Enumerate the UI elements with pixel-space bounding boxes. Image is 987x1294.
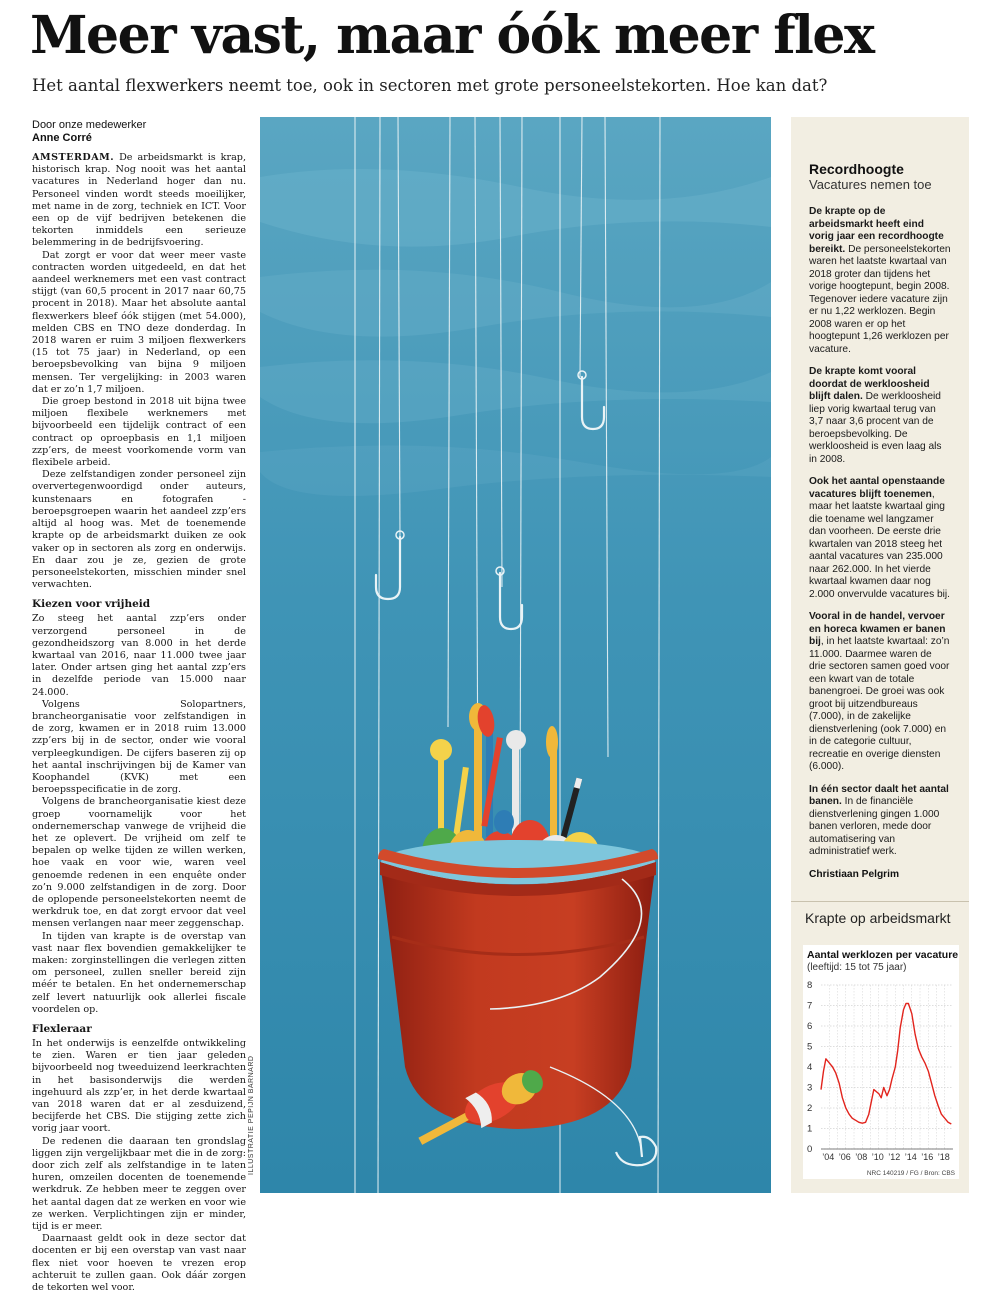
sidebar-body: De werkloosheid liep vorig kwartaal terug van 3,7 naar 3,6 procent van de beroepsbevolking. De werkloosheid is even laag als in 2008. (809, 391, 942, 465)
sidebar-body: De personeelstekorten waren het laatste kwartaal van 2018 groter dan tijdens het vorige hoogtepunt, begin 2008. Tegenover iedere vacature zijn er nu 1,22 werklozen. Begin 2008 waren er op het hoogtepunt 1,26 werklozen per vacature. (809, 243, 951, 355)
chart-x-tick-label: ’06 (838, 1152, 851, 1162)
article-subheading: Flexleraar (32, 1023, 92, 1036)
article-paragraph (32, 152, 246, 250)
chart-title: Aantal werklozen per vacature (807, 949, 959, 961)
sidebar-paragraph (809, 366, 951, 466)
chart-x-tick-label: ’08 (855, 1152, 868, 1162)
subheadline: Het aantal flexwerkers neemt toe, ook in sectoren met grote personeelstekorten. Hoe kan dat? (32, 76, 828, 95)
chart-x-tick-label: ’16 (921, 1152, 934, 1162)
illustration-credit: ILLUSTRATIE PEPIJN BARNARD (248, 1055, 255, 1175)
chart-subtitle: (leeftijd: 15 tot 75 jaar) (807, 962, 907, 973)
byline-label: Door onze medewerker (32, 119, 147, 131)
dateline: AMSTERDAM. (32, 152, 115, 163)
chart-source: NRC 140219 / FG / Bron: CBS (866, 1170, 955, 1177)
sidebar-content (809, 161, 951, 880)
chart-y-tick-label: 1 (807, 1123, 813, 1135)
bucket-illustration (260, 117, 771, 1193)
article-body (32, 152, 246, 1294)
sidebar-bold-lead: Ook het aantal openstaande vacatures blijft toenemen (809, 476, 945, 500)
illustration-art (260, 117, 771, 1193)
sidebar-divider (791, 901, 969, 902)
chart-section-title: Krapte op arbeidsmarkt (805, 910, 951, 926)
chart-y-tick-label: 3 (807, 1082, 813, 1094)
article-paragraph: In het onderwijs is eenzelfde ontwikkeling te zien. Waren er tien jaar geleden bijvoorbeeld nog tweeduizend leerkrachten in het basisonderwijs die werden ingehuurd als zzp’er, in het derde kwartaal van 2018 waren dat er al zesduizend, becijferde het CBS. Die stijging zette zich vorig jaar voort. (32, 1038, 246, 1135)
sidebar (791, 117, 969, 1193)
chart-plot (803, 977, 959, 1165)
chart-y-tick-label: 4 (807, 1062, 813, 1073)
article-paragraph: Deze zelfstandigen zonder personeel zijn oververtegenwoordigd onder auteurs, kunstenaars en fotografen - beroepsgroepen waarin het aandeel zzp’ers altijd al hoog was. Met de toenemende krapte op de arbeidsmarkt duiken ze ook vaker op in sectoren als zorg en onderwijs. En daar zou je ze, gezien de grote personeelstekorten, misschien minder snel verwachten. (32, 469, 246, 591)
chart-x-tick-label: ’04 (822, 1152, 835, 1162)
chart-x-tick-label: ’18 (937, 1152, 950, 1162)
sidebar-body: , maar het laatste kwartaal ging die toename wel langzamer dan voorheen. De eerste drie kwartalen van 2018 steeg het aantal vacatures van 235.000 naar 262.000. In het vierde kwartaal kwamen daar nog 2.000 onvervulde vacatures bij. (809, 488, 951, 600)
chart-y-tick-label: 6 (807, 1021, 813, 1032)
sidebar-body: In de financiële dienstverlening gingen 1.000 banen verloren, mede door automatisering van administratief werk. (809, 796, 940, 857)
article-paragraph: Dat zorgt er voor dat weer meer vaste contracten worden uitgedeeld, en dat het aandeel werknemers met een vast contract stijgt (van 60,5 procent in 2017 naar 60,75 procent in 2018). Maar het absolute aantal flexwerkers bleef óók stijgen (met 54.000), melden CBS en TNO deze donderdag. In 2018 waren er ruim 3 miljoen flexwerkers (15 tot 75 jaar) in Nederland, op een beroepsbevolking van bijna 9 miljoen mensen. Ter vergelijking: in 2003 waren dat er zo’n 1,7 miljoen. (32, 249, 246, 395)
chart-y-tick-label: 7 (807, 1000, 813, 1012)
chart-x-tick-label: ’10 (871, 1152, 884, 1162)
article-paragraph: Die groep bestond in 2018 uit bijna twee miljoen flexibele werknemers met bijvoorbeeld een tijdelijk contract of een contract op oproepbasis en 1,1 miljoen zzp’ers, de meest voorkomende vorm van flexibele arbeid. (32, 396, 246, 469)
sidebar-text (809, 206, 951, 859)
sidebar-bold-lead: De krapte komt vooral doordat de werkloosheid blijft dalen. (809, 366, 930, 402)
sidebar-paragraph (809, 476, 951, 601)
article-subheading: Kiezen voor vrijheid (32, 598, 151, 611)
chart-y-tick-label: 0 (807, 1144, 813, 1155)
article-paragraph: Volgens de brancheorganisatie kiest deze groep voornamelijk voor het ondernemerschap vanwege de vrijheid die het ze oplevert. De vrijheid om zelf te bepalen op welke tijden ze willen werken, hoe vaak en voor wie, waren veel genoemde redenen in een enquête onder zo’n 9.000 zelfstandigen in de zorg. Door de oplopende personeelstekorten neemt de werkdruk toe, en dat zorgt ervoor dat veel mensen verlangen naar meer zeggenschap. (32, 796, 246, 930)
article-paragraph: In tijden van krapte is de overstap van vast naar flex bovendien gemakkelijker te maken: zorginstellingen die verlegen zitten om personeel, zullen sneller bereid zijn méér te betalen. En het ondernemerschap zelf levert natuurlijk ook allerlei fiscale voordelen op. (32, 930, 246, 1015)
sidebar-body: , in het laatste kwartaal: zo’n 11.000. Daarmee waren de drie sectoren samen goed voor een kwart van de totale banengroei. De groei was ook groot bij uitzendbureaus (7.000), in de zakelijke dienstverlening (ook 7.000) en in de categorie cultuur, recreatie en overige diensten (6.000). (809, 636, 950, 772)
chart-y-tick-label: 2 (807, 1103, 813, 1114)
chart-x-tick-label: ’12 (888, 1152, 901, 1162)
article-text: De arbeidsmarkt is krap, historisch krap. Nog nooit was het aantal vacatures in Nederland hoger dan nu. Personeel vinden wordt steeds moeilijker, met name in de zorg, techniek en ICT. Voor een op de vijf bedrijven betekenen die tekorten inmiddels een serieuze belemmering in de bedrijfsvoering. (32, 152, 246, 249)
headline: Meer vast, maar óók meer flex (30, 5, 874, 66)
sidebar-paragraph (809, 206, 951, 356)
byline (32, 119, 247, 145)
sidebar-bold-lead: Vooral in de handel, vervoer en horeca kwamen er banen bij (809, 611, 946, 647)
sidebar-bold-lead: De krapte op de arbeidsmarkt heeft eind vorig jaar een recordhoogte bereikt. (809, 206, 944, 255)
article-paragraph: Volgens Solopartners, brancheorganisatie voor zelfstandigen in de zorg, kwamen er in 2018 ruim 13.000 zzp’ers bij in de sector, onder wie vooral verpleegkundigen. De cijfers baseren zij op het aantal inschrijvingen bij de Kamer van Koophandel (KVK) met een beroepsspecificatie in de zorg. (32, 698, 246, 796)
sidebar-bold-lead: In één sector daalt het aantal banen. (809, 783, 949, 807)
sidebar-paragraph (809, 784, 951, 859)
article-paragraph: De redenen die daaraan ten grondslag liggen zijn vergelijkbaar met die in de zorg: door zich zelf als zelfstandige in te laten huren, omzeilen docenten de toenemende werkdruk. Ze hebben meer te zeggen over het aantal dagen dat ze werken en voor wie ze werken. Verplichtingen zijn er minder, tijd is er meer. (32, 1135, 246, 1233)
article-paragraph: Daarnaast geldt ook in deze sector dat docenten er bij een overstap van vast naar flex niet voor hoeven te vrezen erop achteruit te zullen gaan. Ook dáár zorgen de tekorten wel voor. (32, 1233, 246, 1294)
sidebar-subtitle: Vacatures nemen toe (809, 177, 932, 192)
chart-y-tick-label: 8 (807, 980, 813, 991)
sidebar-signature: Christiaan Pelgrim (809, 868, 900, 880)
chart-y-tick-label: 5 (807, 1041, 813, 1053)
sidebar-title: Recordhoogte (809, 161, 904, 177)
byline-author: Anne Corré (32, 132, 92, 144)
unemployment-chart (803, 945, 959, 1179)
chart-x-tick-label: ’14 (904, 1152, 917, 1162)
chart-series-line (821, 1004, 951, 1125)
sidebar-paragraph (809, 611, 951, 774)
article-paragraph: Zo steeg het aantal zzp’ers onder verzorgend personeel in de gezondheidszorg van 8.000 in het derde kwartaal van 2016, naar 11.000 twee jaar later. Onder artsen ging het aantal zzp’ers in dezelfde periode van 15.000 naar 24.000. (32, 613, 246, 698)
